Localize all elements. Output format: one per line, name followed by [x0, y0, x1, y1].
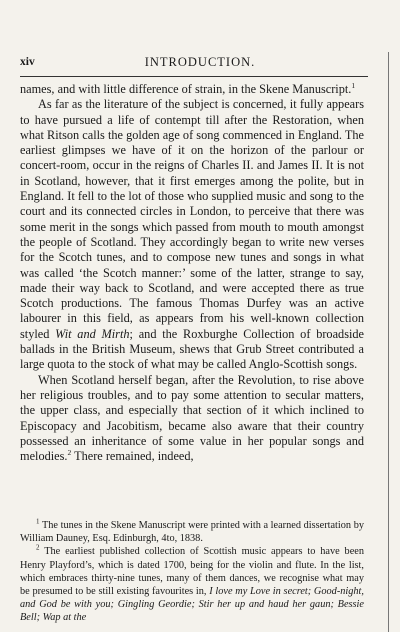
footnote-ref-1: 1: [351, 80, 356, 90]
footnote-1-text: The tunes in the Skene Manuscript were printed with a learned dissertation by William Dauney, Esq. Edinburgh, 4to, 1838.: [20, 520, 364, 545]
book-page: [20, 0, 392, 632]
paragraph-2: [20, 97, 364, 372]
paragraph-1-text: names, and with little difference of strain, in the Skene Manuscript.: [20, 82, 352, 96]
footnote-1-marker: 1: [36, 517, 40, 526]
footnotes: [20, 519, 364, 625]
paragraph-1: [20, 82, 364, 97]
page-edge-rule: [388, 52, 389, 632]
paragraph-3-text: When Scotland herself began, after the Revolution, to rise above her religious troubles, and to pay some attention to secular matters, the upper class, and especially that section of it which inclined to Episcopacy and Jacobitism, became also aware that their country possessed an inheritance of some value in her popular songs and melodies.: [20, 372, 364, 464]
running-title: INTRODUCTION.: [144, 55, 256, 69]
footnote-ref-2: 2: [67, 448, 72, 458]
footnote-2: [20, 545, 364, 624]
page-header: [20, 54, 368, 77]
footnote-2-marker: 2: [36, 543, 40, 552]
footnote-2-italic: I love my Love in secret; Good-night, and God be with you; Gingling Geordie; Stir her up and haud her gaun; Bessie Bell; Wap at the: [20, 586, 364, 624]
paragraph-3-tail: There remained, indeed,: [71, 449, 194, 464]
footnote-1: [20, 519, 364, 545]
paragraph-3: [20, 373, 364, 465]
body-text: [20, 82, 364, 464]
paragraph-2-text: As far as the literature of the subject is concerned, it fully appears to have pursued a life of contempt till after the Restoration, when what Ritson calls the golden age of song commenced in England. The earliest glimpses we have of it on the horizon of the parlour or concert-room, occur in the reigns of Charles II. and James II. It is not in Scotland, however, that it first emerges among the polite, but in England. It fell to the lot of those who supplied music and song to the court and its connected circles in London, to perceive that there was some merit in the songs which passed from mouth to mouth amongst the people of Scotland. They accordingly began to write new verses for the Scotch tunes, and to compose new tunes and songs in what was called ‘the Scotch manner:’ some of the latter, strange to say, made their way back to Scotland, and were accepted there as true Scotch productions. The famous Thomas Durfey was an active labourer in this field, as appears from his well-known collection styled: [20, 97, 364, 341]
footnote-2-text: The earliest published collection of Scottish music appears to have been Henry Playford’s, which is dated 1700, being for the violin and flute. In the list, which embraces thirty-nine tunes, many of them dances, we recognise what may be presumed to be still existing favourites in,: [20, 546, 364, 598]
paragraph-2-text-after: ; and the Roxburghe Collection of broadside ballads in the British Museum, shews that Grub Street contributed a large quota to the stock of what may be called Anglo-Scottish songs.: [20, 326, 364, 372]
paragraph-2-italic: Wit and Mirth: [55, 326, 130, 341]
page-number: xiv: [20, 56, 35, 68]
